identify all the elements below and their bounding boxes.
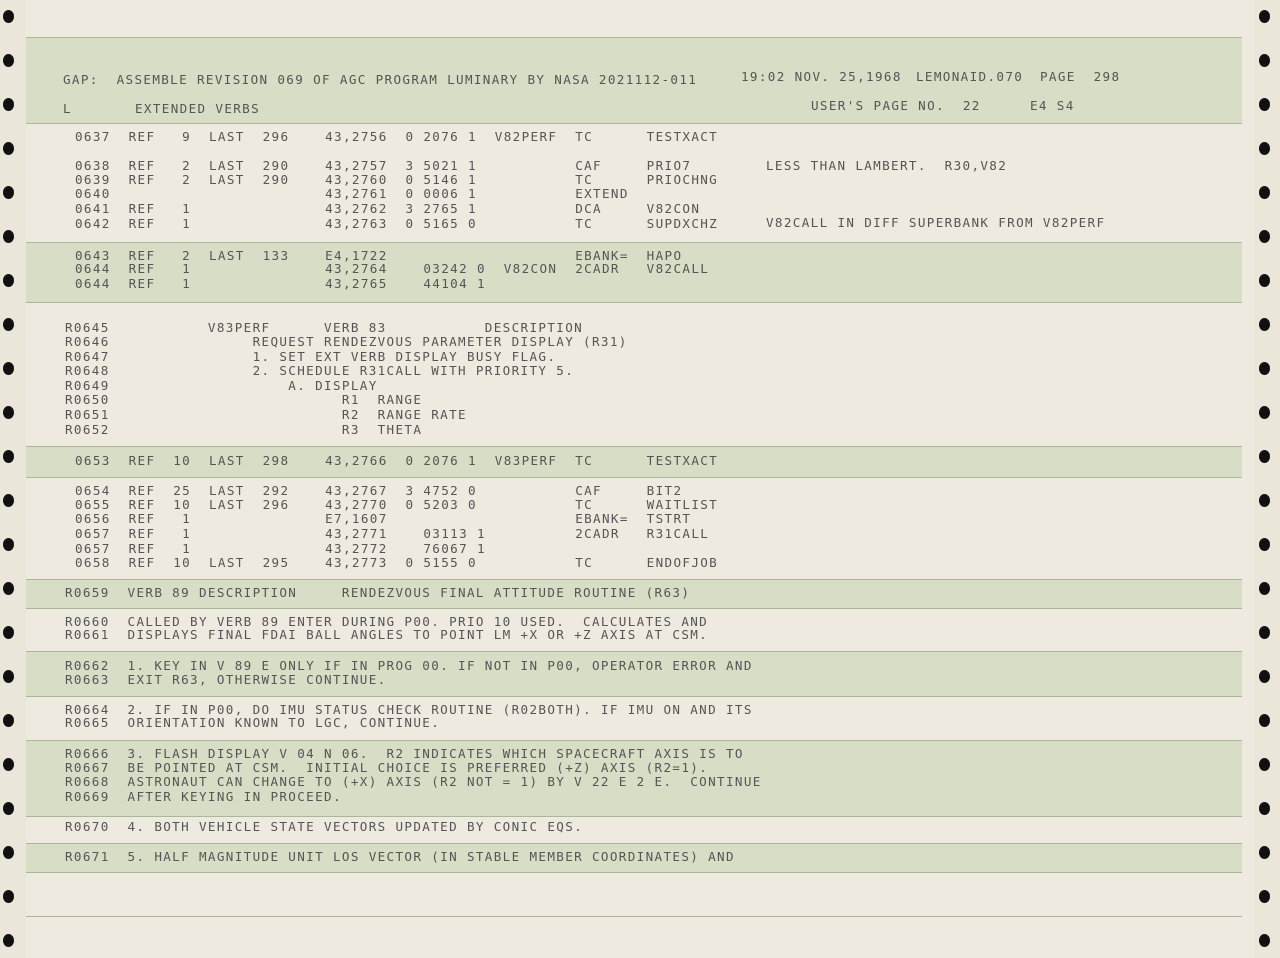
feed-hole [1259, 582, 1270, 595]
feed-hole [1259, 846, 1270, 859]
feed-hole [3, 890, 14, 903]
listing-line: 0655 REF 10 LAST 296 43,2770 0 5203 0 TC WAITLIST [75, 497, 719, 512]
band-rule [26, 740, 1242, 741]
listing-line: 0637 REF 9 LAST 296 43,2756 0 2076 1 V82PERF TC TESTXACT [75, 129, 719, 144]
listing-line: 0657 REF 1 43,2771 03113 1 2CADR R31CALL [75, 526, 710, 541]
listing-line: R0663 EXIT R63, OTHERWISE CONTINUE. [65, 672, 387, 687]
band-rule [26, 816, 1242, 817]
listing-line: R0670 4. BOTH VEHICLE STATE VECTORS UPDATED BY CONIC EQS. [65, 819, 584, 834]
listing-line: R0645 V83PERF VERB 83 DESCRIPTION [65, 320, 584, 335]
listing-line: 0657 REF 1 43,2772 76067 1 [75, 541, 486, 556]
band-rule [26, 446, 1242, 447]
feed-hole [3, 98, 14, 111]
listing-line: R0649 A. DISPLAY [65, 378, 378, 393]
listing-line: 0656 REF 1 E7,1607 EBANK= TSTRT [75, 511, 692, 526]
feed-hole [3, 670, 14, 683]
feed-hole [1259, 934, 1270, 947]
band-rule [26, 872, 1242, 873]
feed-hole [1259, 98, 1270, 111]
listing-comment: V82CALL IN DIFF SUPERBANK FROM V82PERF [766, 215, 1106, 230]
feed-hole [3, 142, 14, 155]
listing-line: R0646 REQUEST RENDEZVOUS PARAMETER DISPLAY (R31) [65, 334, 628, 349]
feed-hole [3, 802, 14, 815]
feed-hole [3, 318, 14, 331]
band-rule [26, 651, 1242, 652]
feed-hole [1259, 10, 1270, 23]
user-page: USER'S PAGE NO. 22 [811, 98, 981, 113]
feed-hole [3, 538, 14, 551]
listing-line: R0662 1. KEY IN V 89 E ONLY IF IN PROG 00. IF NOT IN P00, OPERATOR ERROR AND [65, 658, 753, 673]
listing-line: 0638 REF 2 LAST 290 43,2757 3 5021 1 CAF PRIO7 [75, 158, 692, 173]
listing-line: R0660 CALLED BY VERB 89 ENTER DURING P00. PRIO 10 USED. CALCULATES AND [65, 614, 709, 629]
feed-hole [3, 10, 14, 23]
listing-line: 0658 REF 10 LAST 295 43,2773 0 5155 0 TC ENDOFJOB [75, 555, 719, 570]
band-rule [26, 916, 1242, 917]
listing-line: R0648 2. SCHEDULE R31CALL WITH PRIORITY 5. [65, 363, 575, 378]
listing-comment: LESS THAN LAMBERT. R30,V82 [766, 158, 1008, 173]
listing-line: 0653 REF 10 LAST 298 43,2766 0 2076 1 V83PERF TC TESTXACT [75, 453, 719, 468]
listing-line: R0650 R1 RANGE [65, 392, 423, 407]
header-title: GAP: ASSEMBLE REVISION 069 OF AGC PROGRAM LUMINARY BY NASA 2021112-011 [63, 72, 698, 87]
listing-line: R0669 AFTER KEYING IN PROCEED. [65, 789, 342, 804]
band-rule [26, 242, 1242, 243]
listing-line: R0667 BE POINTED AT CSM. INITIAL CHOICE IS PREFERRED (+Z) AXIS (R2=1). [65, 760, 709, 775]
feed-hole [3, 54, 14, 67]
feed-hole [1259, 714, 1270, 727]
feed-hole [3, 274, 14, 287]
band-rule [26, 123, 1242, 124]
feed-hole [1259, 142, 1270, 155]
band-rule [26, 696, 1242, 697]
feed-hole [1259, 670, 1270, 683]
listing-line: 0644 REF 1 43,2764 03242 0 V82CON 2CADR V82CALL [75, 261, 710, 276]
listing-line: R0666 3. FLASH DISPLAY V 04 N 06. R2 INDICATES WHICH SPACECRAFT AXIS IS TO [65, 746, 744, 761]
band-rule [26, 37, 1242, 38]
feed-hole [3, 626, 14, 639]
listing-line: 0642 REF 1 43,2763 0 5165 0 TC SUPDXCHZ [75, 216, 719, 231]
feed-hole [3, 714, 14, 727]
feed-hole [3, 758, 14, 771]
e4s4-label: E4 S4 [1030, 98, 1075, 113]
feed-hole [3, 494, 14, 507]
listing-line: 0641 REF 1 43,2762 3 2765 1 DCA V82CON [75, 201, 701, 216]
feed-hole [3, 582, 14, 595]
feed-hole [1259, 802, 1270, 815]
band-rule [26, 843, 1242, 844]
feed-hole [1259, 538, 1270, 551]
listing-line: 0644 REF 1 43,2765 44104 1 [75, 276, 486, 291]
listing-line: R0668 ASTRONAUT CAN CHANGE TO (+X) AXIS (R2 NOT = 1) BY V 22 E 2 E. CONTINUE [65, 774, 762, 789]
feed-hole [3, 186, 14, 199]
feed-hole [1259, 186, 1270, 199]
feed-hole [1259, 626, 1270, 639]
feed-hole [1259, 758, 1270, 771]
feed-hole [3, 846, 14, 859]
feed-hole [1259, 54, 1270, 67]
feed-hole [1259, 450, 1270, 463]
listing-line: 0654 REF 25 LAST 292 43,2767 3 4752 0 CAF BIT2 [75, 483, 683, 498]
feed-hole [3, 362, 14, 375]
listing-line: R0647 1. SET EXT VERB DISPLAY BUSY FLAG. [65, 349, 557, 364]
feed-hole [1259, 230, 1270, 243]
listing-line: 0643 REF 2 LAST 133 E4,1722 EBANK= HAPO [75, 248, 683, 263]
listing-line: R0661 DISPLAYS FINAL FDAI BALL ANGLES TO POINT LM +X OR +Z AXIS AT CSM. [65, 627, 709, 642]
header-user: LEMONAID.070 [916, 69, 1024, 84]
feed-hole [1259, 318, 1270, 331]
listing-line: 0639 REF 2 LAST 290 43,2760 0 5146 1 TC PRIOCHNG [75, 172, 719, 187]
feed-hole [1259, 274, 1270, 287]
listing-line: R0659 VERB 89 DESCRIPTION RENDEZVOUS FINAL ATTITUDE ROUTINE (R63) [65, 585, 691, 600]
listing-line: R0664 2. IF IN P00, DO IMU STATUS CHECK ROUTINE (R02BOTH). IF IMU ON AND ITS [65, 702, 753, 717]
header-timestamp: 19:02 NOV. 25,1968 [741, 69, 902, 84]
band-rule [26, 302, 1242, 303]
band-rule [26, 477, 1242, 478]
feed-hole [3, 406, 14, 419]
feed-hole [1259, 362, 1270, 375]
feed-hole [1259, 406, 1270, 419]
section-letter: L [63, 101, 72, 116]
listing-line: R0652 R3 THETA [65, 422, 423, 437]
section-title: EXTENDED VERBS [135, 101, 261, 116]
feed-hole [1259, 494, 1270, 507]
feed-hole [3, 934, 14, 947]
listing-line: 0640 43,2761 0 0006 1 EXTEND [75, 186, 629, 201]
band-rule [26, 579, 1242, 580]
feed-hole [3, 450, 14, 463]
header-page: PAGE 298 [1040, 69, 1121, 84]
listing-line: R0671 5. HALF MAGNITUDE UNIT LOS VECTOR (IN STABLE MEMBER COORDINATES) AND [65, 849, 735, 864]
feed-hole [1259, 890, 1270, 903]
listing-line: R0651 R2 RANGE RATE [65, 407, 467, 422]
listing-line: R0665 ORIENTATION KNOWN TO LGC, CONTINUE. [65, 715, 441, 730]
feed-hole [3, 230, 14, 243]
band-rule [26, 608, 1242, 609]
